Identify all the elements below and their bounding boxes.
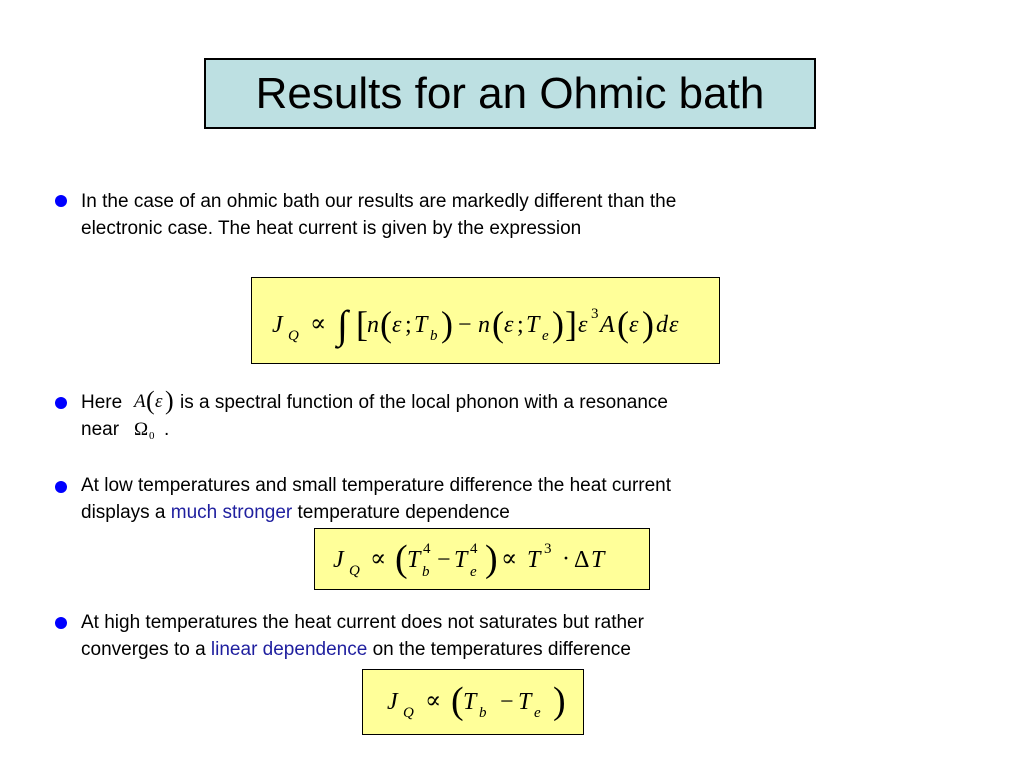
eq2-J: J (333, 547, 344, 573)
slide-title: Results for an Ohmic bath (255, 68, 765, 118)
eq1-n-1: n (367, 312, 379, 338)
eq2-delta: Δ (574, 547, 590, 573)
eq2-propto-2: ∝ (501, 546, 518, 572)
eq1-paren-close-3: ) (642, 304, 654, 344)
eq1-paren-open-2: ( (492, 304, 504, 344)
inline-paren-close: ) (165, 386, 174, 415)
eq1-b-subscript: b (430, 328, 438, 344)
eq2-four-1: 4 (423, 541, 431, 557)
eq1-integral: ∫ (337, 302, 348, 347)
bullet-4-highlight: linear dependence (210, 639, 368, 660)
eq2-cdot: · (562, 546, 570, 572)
eq2-b-subscript: b (422, 564, 430, 580)
eq3-minus: − (500, 689, 514, 715)
inline-paren-open: ( (146, 386, 155, 415)
equation-heat-current (252, 278, 718, 362)
eq2-paren-open: ( (395, 538, 408, 580)
bullet-1-line-2: electronic case. The heat current is given by the expression (81, 218, 582, 239)
bullet-3-line-1: At low temperatures and small temperature difference the heat current (81, 475, 672, 496)
bullet-dot-1 (55, 195, 67, 207)
bullet-4-line-2-pre: converges to a (81, 639, 206, 660)
bullet-3-line-2 (81, 499, 510, 526)
eq2-cube: 3 (544, 541, 552, 557)
eq1-T-2: T (526, 312, 540, 338)
title-box (204, 58, 816, 129)
inline-omega-zero (132, 414, 162, 444)
bullet-4-line-2-post: on the temperatures difference (372, 639, 631, 660)
bullet-1-line-1: In the case of an ohmic bath our results are markedly different than the (81, 191, 677, 212)
bullet-3-line-2-pre: displays a (81, 502, 166, 523)
eq3-propto: ∝ (425, 688, 442, 714)
bullet-3-line-2-post: temperature dependence (297, 502, 510, 523)
eq1-d: d (656, 312, 668, 338)
eq3-e-subscript: e (534, 705, 541, 721)
bullet-dot-2 (55, 397, 67, 409)
equation-box-low-temperature (314, 528, 650, 590)
bullet-3-highlight: much stronger (170, 502, 293, 523)
eq1-eps-5: ε (669, 312, 679, 338)
eq1-n-2: n (478, 312, 490, 338)
eq1-paren-open-3: ( (617, 304, 629, 344)
equation-box-high-temperature (362, 669, 584, 735)
eq1-e-subscript: e (542, 328, 549, 344)
eq1-T-1: T (414, 312, 428, 338)
inline-spectral-function (132, 386, 178, 416)
eq3-paren-close: ) (553, 680, 566, 722)
eq2-T-1: T (407, 547, 421, 573)
eq3-J: J (387, 689, 398, 715)
eq2-Q-subscript: Q (349, 563, 360, 579)
equation-high-temperature (363, 670, 582, 733)
eq1-paren-open-1: ( (380, 304, 392, 344)
bullet-2-line-2-post: . (164, 419, 170, 440)
eq1-eps-2: ε (504, 312, 514, 338)
eq1-bracket-close: ] (565, 304, 577, 344)
eq1-Q-subscript: Q (288, 328, 299, 344)
eq3-T-1: T (463, 689, 477, 715)
eq1-eps-4: ε (629, 312, 639, 338)
eq2-four-2: 4 (470, 541, 478, 557)
eq1-paren-close-2: ) (552, 304, 564, 344)
eq1-semicolon-2: ; (517, 312, 524, 338)
eq1-A: A (600, 312, 615, 338)
inline-A: A (134, 391, 146, 412)
bullet-dot-4 (55, 617, 67, 629)
eq1-eps-3: ε (578, 312, 588, 338)
inline-eps: ε (155, 391, 163, 412)
eq1-propto: ∝ (310, 311, 327, 337)
bullet-2-line-1-pre: Here (81, 392, 123, 413)
equation-box-heat-current (251, 277, 720, 364)
bullet-2-line-2-pre: near (81, 419, 120, 440)
inline-omega: Ω (134, 419, 149, 440)
eq1-minus: − (458, 312, 472, 338)
inline-zero-subscript: 0 (149, 430, 155, 442)
eq2-e-subscript: e (470, 564, 477, 580)
eq3-b-subscript: b (479, 705, 487, 721)
bullet-4-line-1: At high temperatures the heat current does not saturates but rather (81, 612, 644, 633)
equation-low-temperature (315, 529, 648, 588)
eq3-paren-open: ( (451, 680, 464, 722)
eq2-propto: ∝ (370, 546, 387, 572)
eq1-cube: 3 (591, 306, 599, 322)
eq1-J: J (272, 312, 283, 338)
eq2-paren-close: ) (485, 538, 498, 580)
eq3-Q-subscript: Q (403, 705, 414, 721)
eq1-bracket-open: [ (356, 304, 368, 344)
eq2-T-2: T (454, 547, 468, 573)
eq3-T-2: T (518, 689, 532, 715)
bullet-4-line-2 (81, 636, 631, 663)
bullet-2-line-1-post: is a spectral function of the local phonon with a resonance (180, 392, 668, 413)
eq1-eps-1: ε (392, 312, 402, 338)
eq2-T-3: T (527, 547, 541, 573)
eq2-T-4: T (591, 547, 605, 573)
bullet-dot-3 (55, 481, 67, 493)
eq1-semicolon-1: ; (405, 312, 412, 338)
eq1-paren-close-1: ) (441, 304, 453, 344)
eq2-minus: − (437, 547, 451, 573)
